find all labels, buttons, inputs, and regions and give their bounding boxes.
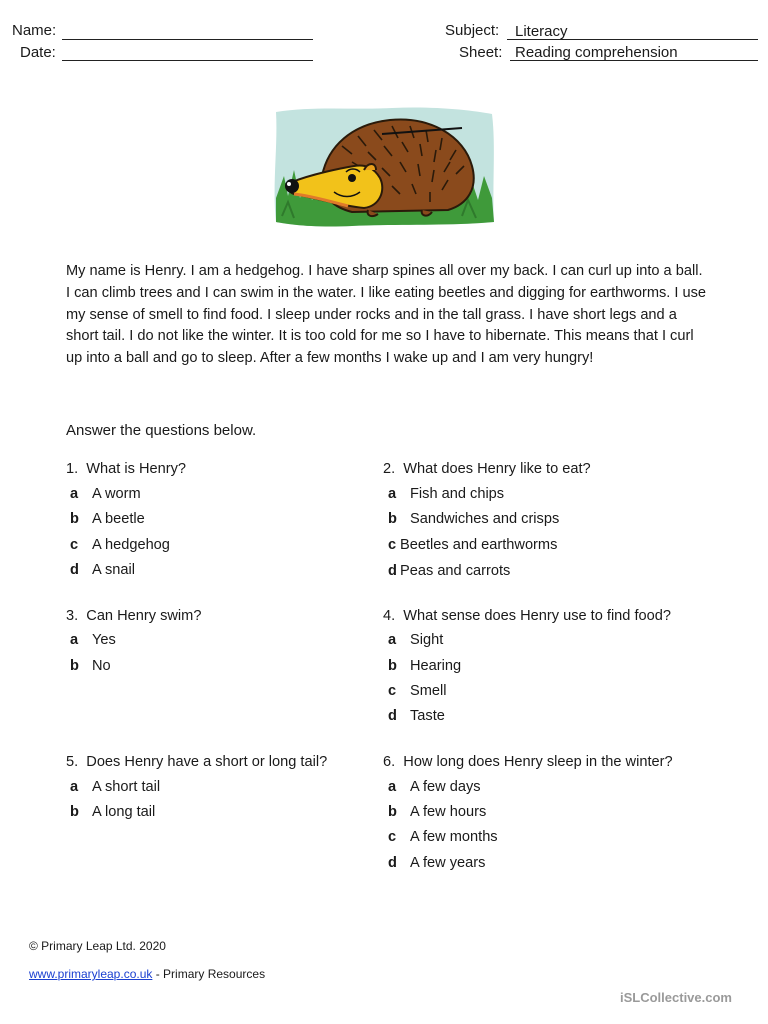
option-1b[interactable] (70, 509, 145, 529)
name-line[interactable] (62, 23, 313, 40)
option-6c[interactable] (388, 827, 498, 847)
subject-value: Literacy (515, 23, 568, 40)
option-text: A few hours (410, 804, 487, 820)
option-5b[interactable] (70, 802, 155, 822)
option-4a[interactable] (388, 630, 443, 650)
option-text: Hearing (410, 658, 462, 674)
option-text: A few years (410, 855, 486, 871)
sheet-field (459, 44, 502, 62)
question-number: 4. (383, 608, 396, 624)
option-6b[interactable] (388, 802, 486, 822)
option-text: No (92, 658, 111, 674)
option-text: Yes (92, 632, 116, 648)
option-letter: a (388, 632, 397, 648)
option-letter: a (388, 779, 397, 795)
subject-line (507, 23, 758, 40)
option-letter: d (388, 855, 397, 871)
option-3b[interactable] (70, 656, 111, 676)
option-letter: a (70, 632, 79, 648)
option-text: Sandwiches and crisps (410, 511, 560, 527)
option-2b[interactable] (388, 509, 559, 529)
primaryleap-link[interactable]: www.primaryleap.co.uk (29, 967, 153, 981)
option-4c[interactable] (388, 681, 447, 701)
option-3a[interactable] (70, 630, 116, 650)
option-text: Beetles and earthworms (400, 537, 558, 553)
option-text: Sight (410, 632, 444, 648)
footer-links (29, 967, 265, 981)
option-4b[interactable] (388, 656, 461, 676)
question-text: What is Henry? (86, 461, 187, 477)
question-text: Does Henry have a short or long tail? (86, 754, 328, 770)
option-letter: b (388, 658, 397, 674)
question-number: 6. (383, 754, 396, 770)
option-text: Fish and chips (410, 486, 505, 502)
option-text: A long tail (92, 804, 156, 820)
option-letter: b (388, 804, 397, 820)
question-number: 2. (383, 461, 396, 477)
question-6 (383, 752, 673, 772)
subject-field (445, 22, 499, 40)
sheet-line (510, 44, 758, 61)
option-letter: b (70, 804, 79, 820)
date-label: Date: (20, 44, 56, 61)
option-5a[interactable] (70, 777, 160, 797)
option-text: A hedgehog (92, 537, 170, 553)
option-letter: c (388, 537, 397, 553)
question-text: How long does Henry sleep in the winter? (403, 754, 673, 770)
option-letter: a (70, 486, 79, 502)
option-letter: a (388, 486, 397, 502)
question-2 (383, 459, 591, 479)
question-number: 3. (66, 608, 79, 624)
option-2d[interactable] (388, 561, 510, 581)
option-6d[interactable] (388, 853, 485, 873)
option-text: Peas and carrots (400, 563, 511, 579)
watermark: iSLCollective.com (620, 990, 732, 1005)
option-text: A few days (410, 779, 481, 795)
question-text: Can Henry swim? (86, 608, 202, 624)
option-4d[interactable] (388, 706, 445, 726)
instructions-heading: Answer the questions below. (66, 422, 257, 439)
option-2c[interactable] (388, 535, 557, 555)
option-letter: d (388, 563, 397, 579)
option-2a[interactable] (388, 484, 504, 504)
date-field[interactable] (20, 44, 56, 62)
option-text: A worm (92, 486, 141, 502)
hedgehog-icon (272, 106, 496, 228)
option-letter: c (388, 683, 397, 699)
question-number: 1. (66, 461, 79, 477)
option-letter: d (388, 708, 397, 724)
name-label: Name: (12, 22, 57, 39)
option-text: A beetle (92, 511, 145, 527)
option-text: A short tail (92, 779, 161, 795)
option-text: Taste (410, 708, 445, 724)
option-text: Smell (410, 683, 447, 699)
footer-link-suffix: - Primary Resources (152, 967, 266, 981)
option-letter: c (388, 829, 397, 845)
option-text: A few months (410, 829, 498, 845)
option-letter: b (388, 511, 397, 527)
hedgehog-illustration (272, 106, 496, 228)
option-1c[interactable] (70, 535, 170, 555)
question-3 (66, 606, 201, 626)
question-1 (66, 459, 186, 479)
option-letter: a (70, 779, 79, 795)
question-number: 5. (66, 754, 79, 770)
option-letter: c (70, 537, 79, 553)
reading-passage: My name is Henry. I am a hedgehog. I have sharp spines all over my back. I can curl up into a ball. I can climb trees and I can swim in the water. I like eating beetles and digging for earthworms. I use my sense of smell to find food. I sleep under rocks and in the tall grass. I have short legs and a short tail. I do not like the winter. It is too cold for me so I have to hibernate. This means that I curl up into a ball and go to sleep. After a few months I wake up and I am very hungry! (66, 263, 707, 367)
option-letter: d (70, 562, 79, 578)
option-letter: b (70, 511, 79, 527)
sheet-label: Sheet: (459, 44, 503, 61)
option-1d[interactable] (70, 560, 135, 580)
option-text: A snail (92, 562, 135, 578)
date-line[interactable] (62, 44, 313, 61)
subject-label: Subject: (445, 22, 500, 39)
name-field[interactable] (12, 22, 56, 40)
sheet-value: Reading comprehension (515, 44, 678, 61)
question-5 (66, 752, 327, 772)
option-6a[interactable] (388, 777, 481, 797)
question-text: What does Henry like to eat? (403, 461, 591, 477)
copyright-text: © Primary Leap Ltd. 2020 (29, 939, 166, 953)
option-1a[interactable] (70, 484, 141, 504)
option-letter: b (70, 658, 79, 674)
question-4 (383, 606, 671, 626)
question-text: What sense does Henry use to find food? (403, 608, 671, 624)
